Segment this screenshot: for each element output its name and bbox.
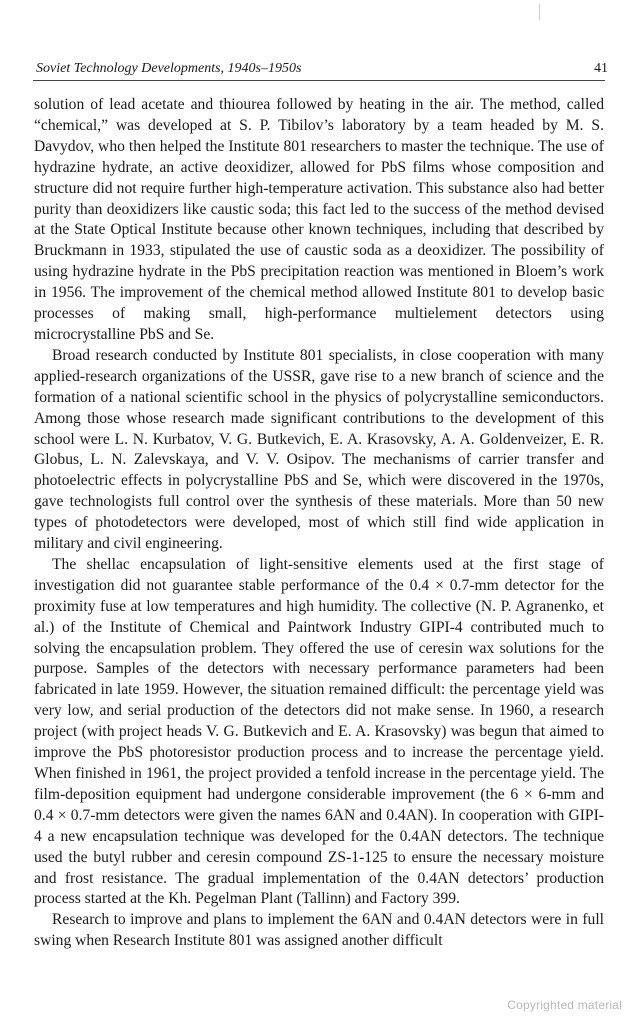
paragraph-2: Broad research conducted by Institute 801 specialists, in close cooperation with many applied-research organizations of the USSR, gave rise to a new branch of science and the formation of a national scientific school in the physics of polycrystalline semiconductors. Among those whose research made significant contributions to the development of this school were L. N. Kurbatov, V. G. Butkevich, E. A. Krasovsky, A. A. Goldenveizer, E. R. Globus, L. N. Zalevskaya, and V. V. Osipov. The mechanisms of carrier transfer and photoelectric effects in polycrystalline PbS and Se, which were discovered in the 1970s, gave technologists full control over the synthesis of these materials. More than 50 new types of photodetectors were developed, most of which still find wide application in military and civil engineering. bbox=[34, 346, 604, 553]
paragraph-4: Research to improve and plans to implement the 6AN and 0.4AN detectors were in full swing when Research Institute 801 was assigned another difficult bbox=[34, 911, 604, 950]
running-header bbox=[30, 60, 608, 78]
running-header-title: Soviet Technology Developments, 1940s–1950s bbox=[36, 61, 302, 76]
page-number: 41 bbox=[594, 61, 608, 76]
paragraph-3: The shellac encapsulation of light-sensitive elements used at the first stage of investigation did not guarantee stable performance of the 0.4 × 0.7-mm detector for the proximity fuse at low temperatures and high humidity. The collective (N. P. Agranenko, et al.) of the Institute of Chemical and Paintwork Industry GIPI-4 contributed much to solving the encapsulation problem. They offered the use of ceresin wax solutions for the purpose. Samples of the detectors with necessary performance parameters had been fabricated in late 1959. However, the situation remained difficult: the percentage yield was very low, and serial production of the detectors did not make sense. In 1960, a research project (with project heads V. G. Butkevich and E. A. Krasovsky) was begun that aimed to improve the PbS photoresistor production process and to increase the percentage yield. When finished in 1961, the project provided a tenfold increase in the percentage yield. The film-deposition equipment had undergone considerable improvement (the 6 × 6-mm and 0.4 × 0.7-mm detectors were given the names 6AN and 0.4AN). In cooperation with GIPI-4 a new encapsulation technique was developed for the 0.4AN detectors. The technique used the butyl rubber and ceresin compound ZS-1-125 to ensure the necessary moisture and frost resistance. The gradual implementation of the 0.4AN detectors’ production process started at the Kh. Pegelman Plant (Tallinn) and Factory 399. bbox=[34, 555, 604, 908]
copyright-watermark: Copyrighted material bbox=[507, 998, 622, 1012]
header-rule bbox=[33, 80, 605, 81]
body-text bbox=[34, 95, 604, 952]
paragraph-1: solution of lead acetate and thiourea followed by heating in the air. The method, called “chemical,” was developed at S. P. Tibilov’s laboratory by a team headed by M. S. Davydov, who then helped the Institute 801 researchers to master the technique. The use of hydrazine hydrate, an active deoxidizer, allowed for PbS films whose composition and structure did not require further high-temperature activation. This substance also had better purity than deoxidizers like caustic soda; this fact led to the success of the method devised at the State Optical Institute because other known techniques, including that described by Bruckmann in 1933, stipulated the use of caustic soda as a deoxidizer. The possibility of using hydrazine hydrate in the PbS precipitation reaction was mentioned in Bloem’s work in 1956. The improvement of the chemical method allowed Institute 801 to develop basic processes of making small, high-performance multielement detectors using microcrystalline PbS and Se. bbox=[34, 96, 604, 343]
scan-edge-mark bbox=[539, 4, 540, 20]
